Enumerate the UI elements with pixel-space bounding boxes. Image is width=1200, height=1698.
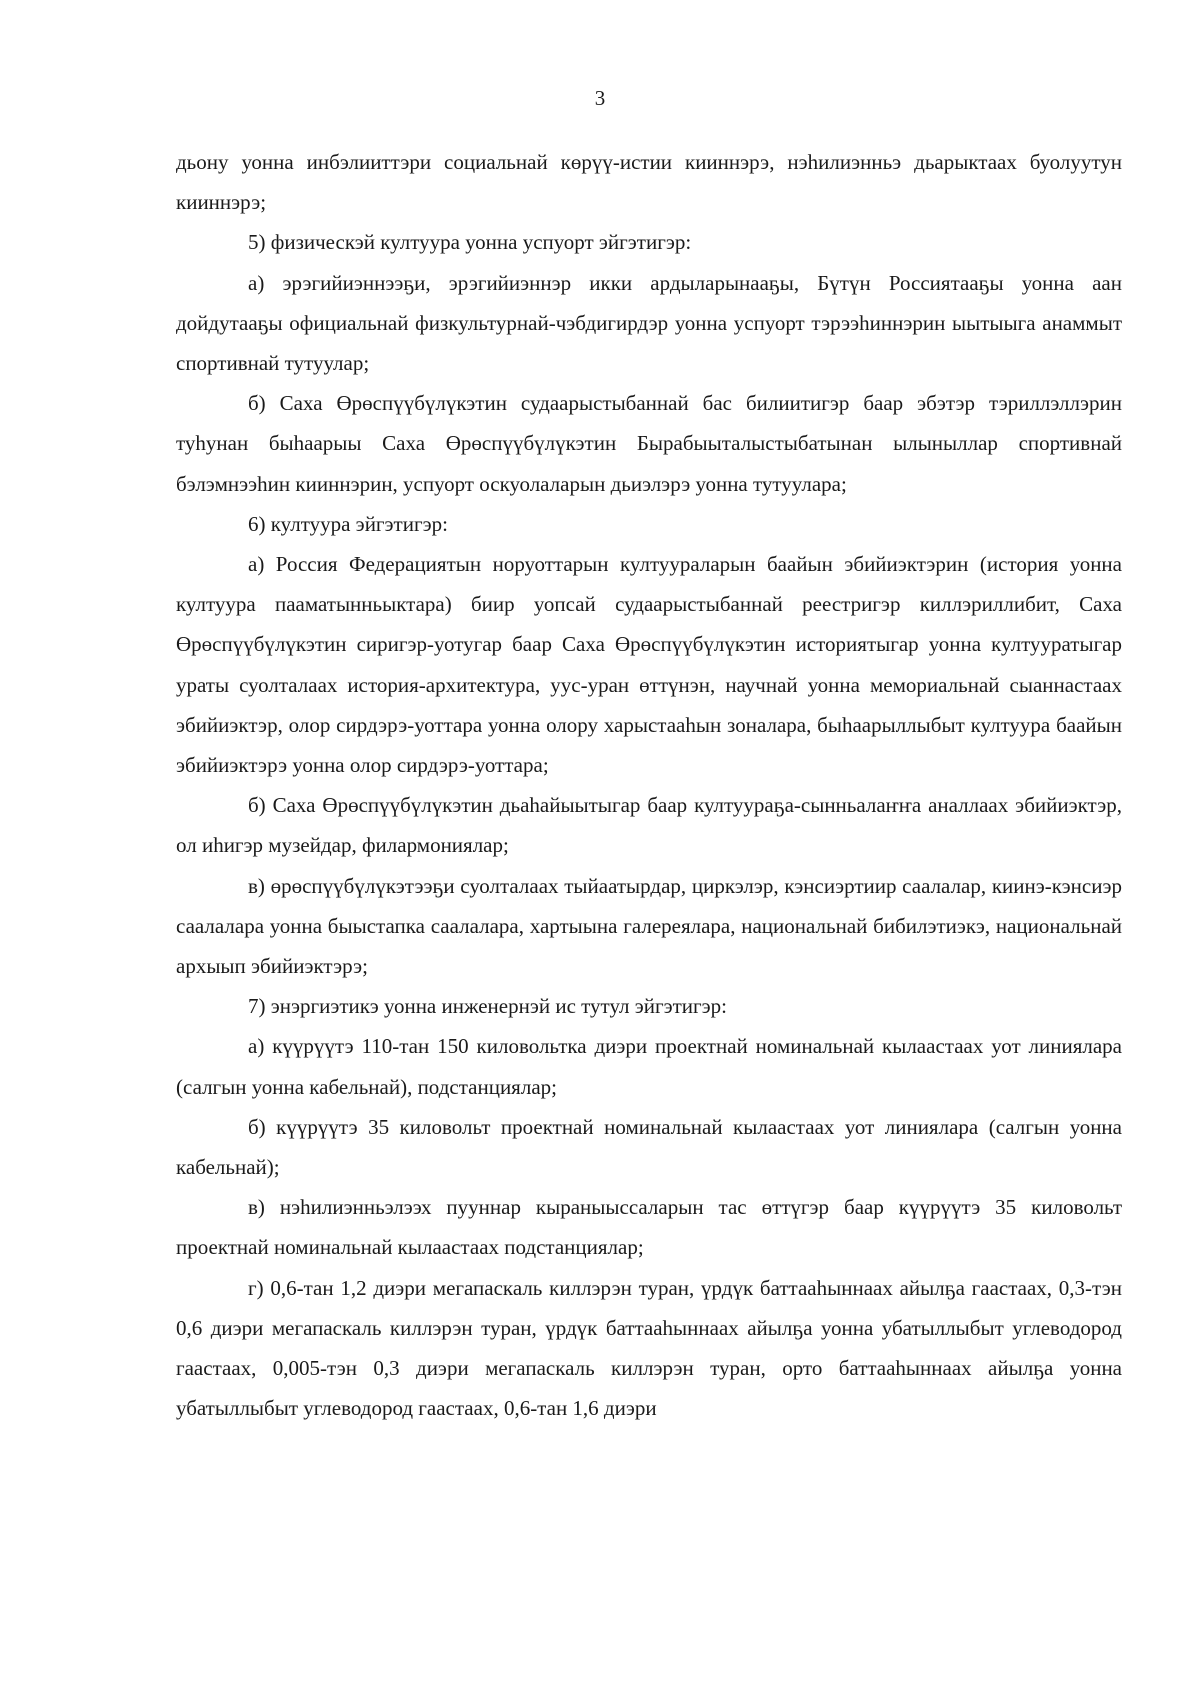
- section-heading-energy: 7) энэргиэтикэ уонна инженернэй ис тутул эйгэтигэр:: [248, 994, 728, 1019]
- paragraph-continuation: дьону уонна инбэлииттэри социальнай көрүү-истии кииннэрэ, нэһилиэнньэ дьарыктаах буолуутун кииннэрэ;: [176, 150, 1122, 215]
- list-item: б) күүрүүтэ 35 киловольт проектнай номинальнай кылаастаах уот линиялара (салгын уонна кабельнай);: [176, 1114, 1122, 1180]
- list-item: б) Саха Өрөспүүбүлүкэтин судаарыстыбаннай бас билиитигэр баар эбэтэр тэриллэллэрин туһунан быһаарыы Саха Өрөспүүбүлүкэтин Бырабыыталыстыбатынан ылыныллар спортивнай бэлэмнээһин кииннэрин, успуорт оскуолаларын дьиэлэрэ уонна тутуулара;: [176, 391, 1122, 496]
- list-item: б) Саха Өрөспүүбүлүкэтин дьаһайыытыгар баар култуураҕа-сынньалаҥҥа аналлаах эбийиэктэр, ол иһигэр музейдар, филармониялар;: [176, 793, 1122, 858]
- document-body: [176, 142, 1122, 1429]
- list-item: г) 0,6-тан 1,2 диэри мегапаскаль киллэрэн туран, үрдүк баттааһыннаах айылҕа гаастаах, 0,3-тэн 0,6 диэри мегапаскаль киллэрэн туран, үрдүк баттааһыннаах айылҕа уонна убатыллыбыт углеводород гаастаах, 0,005-тэн 0,3 диэри мегапаскаль киллэрэн туран, орто баттааһыннаах айылҕа уонна убатыллыбыт углеводород гаастаах, 0,6-тан 1,6 диэри: [176, 1275, 1122, 1421]
- section-heading-culture: 6) култуура эйгэтигэр:: [248, 511, 448, 536]
- list-item: в) өрөспүүбүлүкэтээҕи суолталаах тыйаатырдар, циркэлэр, кэнсиэртиир саалалар, киинэ-кэнсиэр саалалара уонна быыстапка саалалара, хартыына галереялара, национальнай бибилэтиэкэ, национальнай архыып эбийиэктэрэ;: [176, 873, 1122, 979]
- list-item: в) нэһилиэнньэлээх пууннар кыраныыссаларын тас өттүгэр баар күүрүүтэ 35 киловольт проектнай номинальнай кылаастаах подстанциялар;: [176, 1195, 1122, 1260]
- page-number: 3: [594, 86, 606, 110]
- list-item: а) Россия Федерациятын норуоттарын култуураларын баайын эбийиэктэрин (история уонна култуура пааматынньыктара) биир уопсай судаарыстыбаннай реестригэр киллэриллибит, Саха Өрөспүүбүлүкэтин сиригэр-уотугар баар Саха Өрөспүүбүлүкэтин историятыгар уонна култууратыгар ураты суолталаах история-архитектура, уус-уран өттүнэн, научнай уонна мемориальнай сыаннастаах эбийиэктэр, олор сирдэрэ-уоттара уонна олору харыстааһын зоналара, быһаарыллыбыт култуура баайын эбийиэктэрэ уонна олор сирдэрэ-уоттара;: [176, 552, 1122, 778]
- list-item: а) күүрүүтэ 110-тан 150 киловольтка диэри проектнай номинальнай кылаастаах уот линиялара (салгын уонна кабельнай), подстанциялар;: [176, 1034, 1122, 1099]
- list-item: а) эрэгийиэннээҕи, эрэгийиэннэр икки ардыларынааҕы, Бүтүн Россиятааҕы уонна аан дойдутааҕы официальнай физкультурнай-чэбдигирдэр уонна успуорт тэрээһиннэрин ыытыыга анаммыт спортивнай тутуулар;: [176, 270, 1122, 376]
- section-heading-sport: 5) физическэй култуура уонна успуорт эйгэтигэр:: [248, 230, 692, 255]
